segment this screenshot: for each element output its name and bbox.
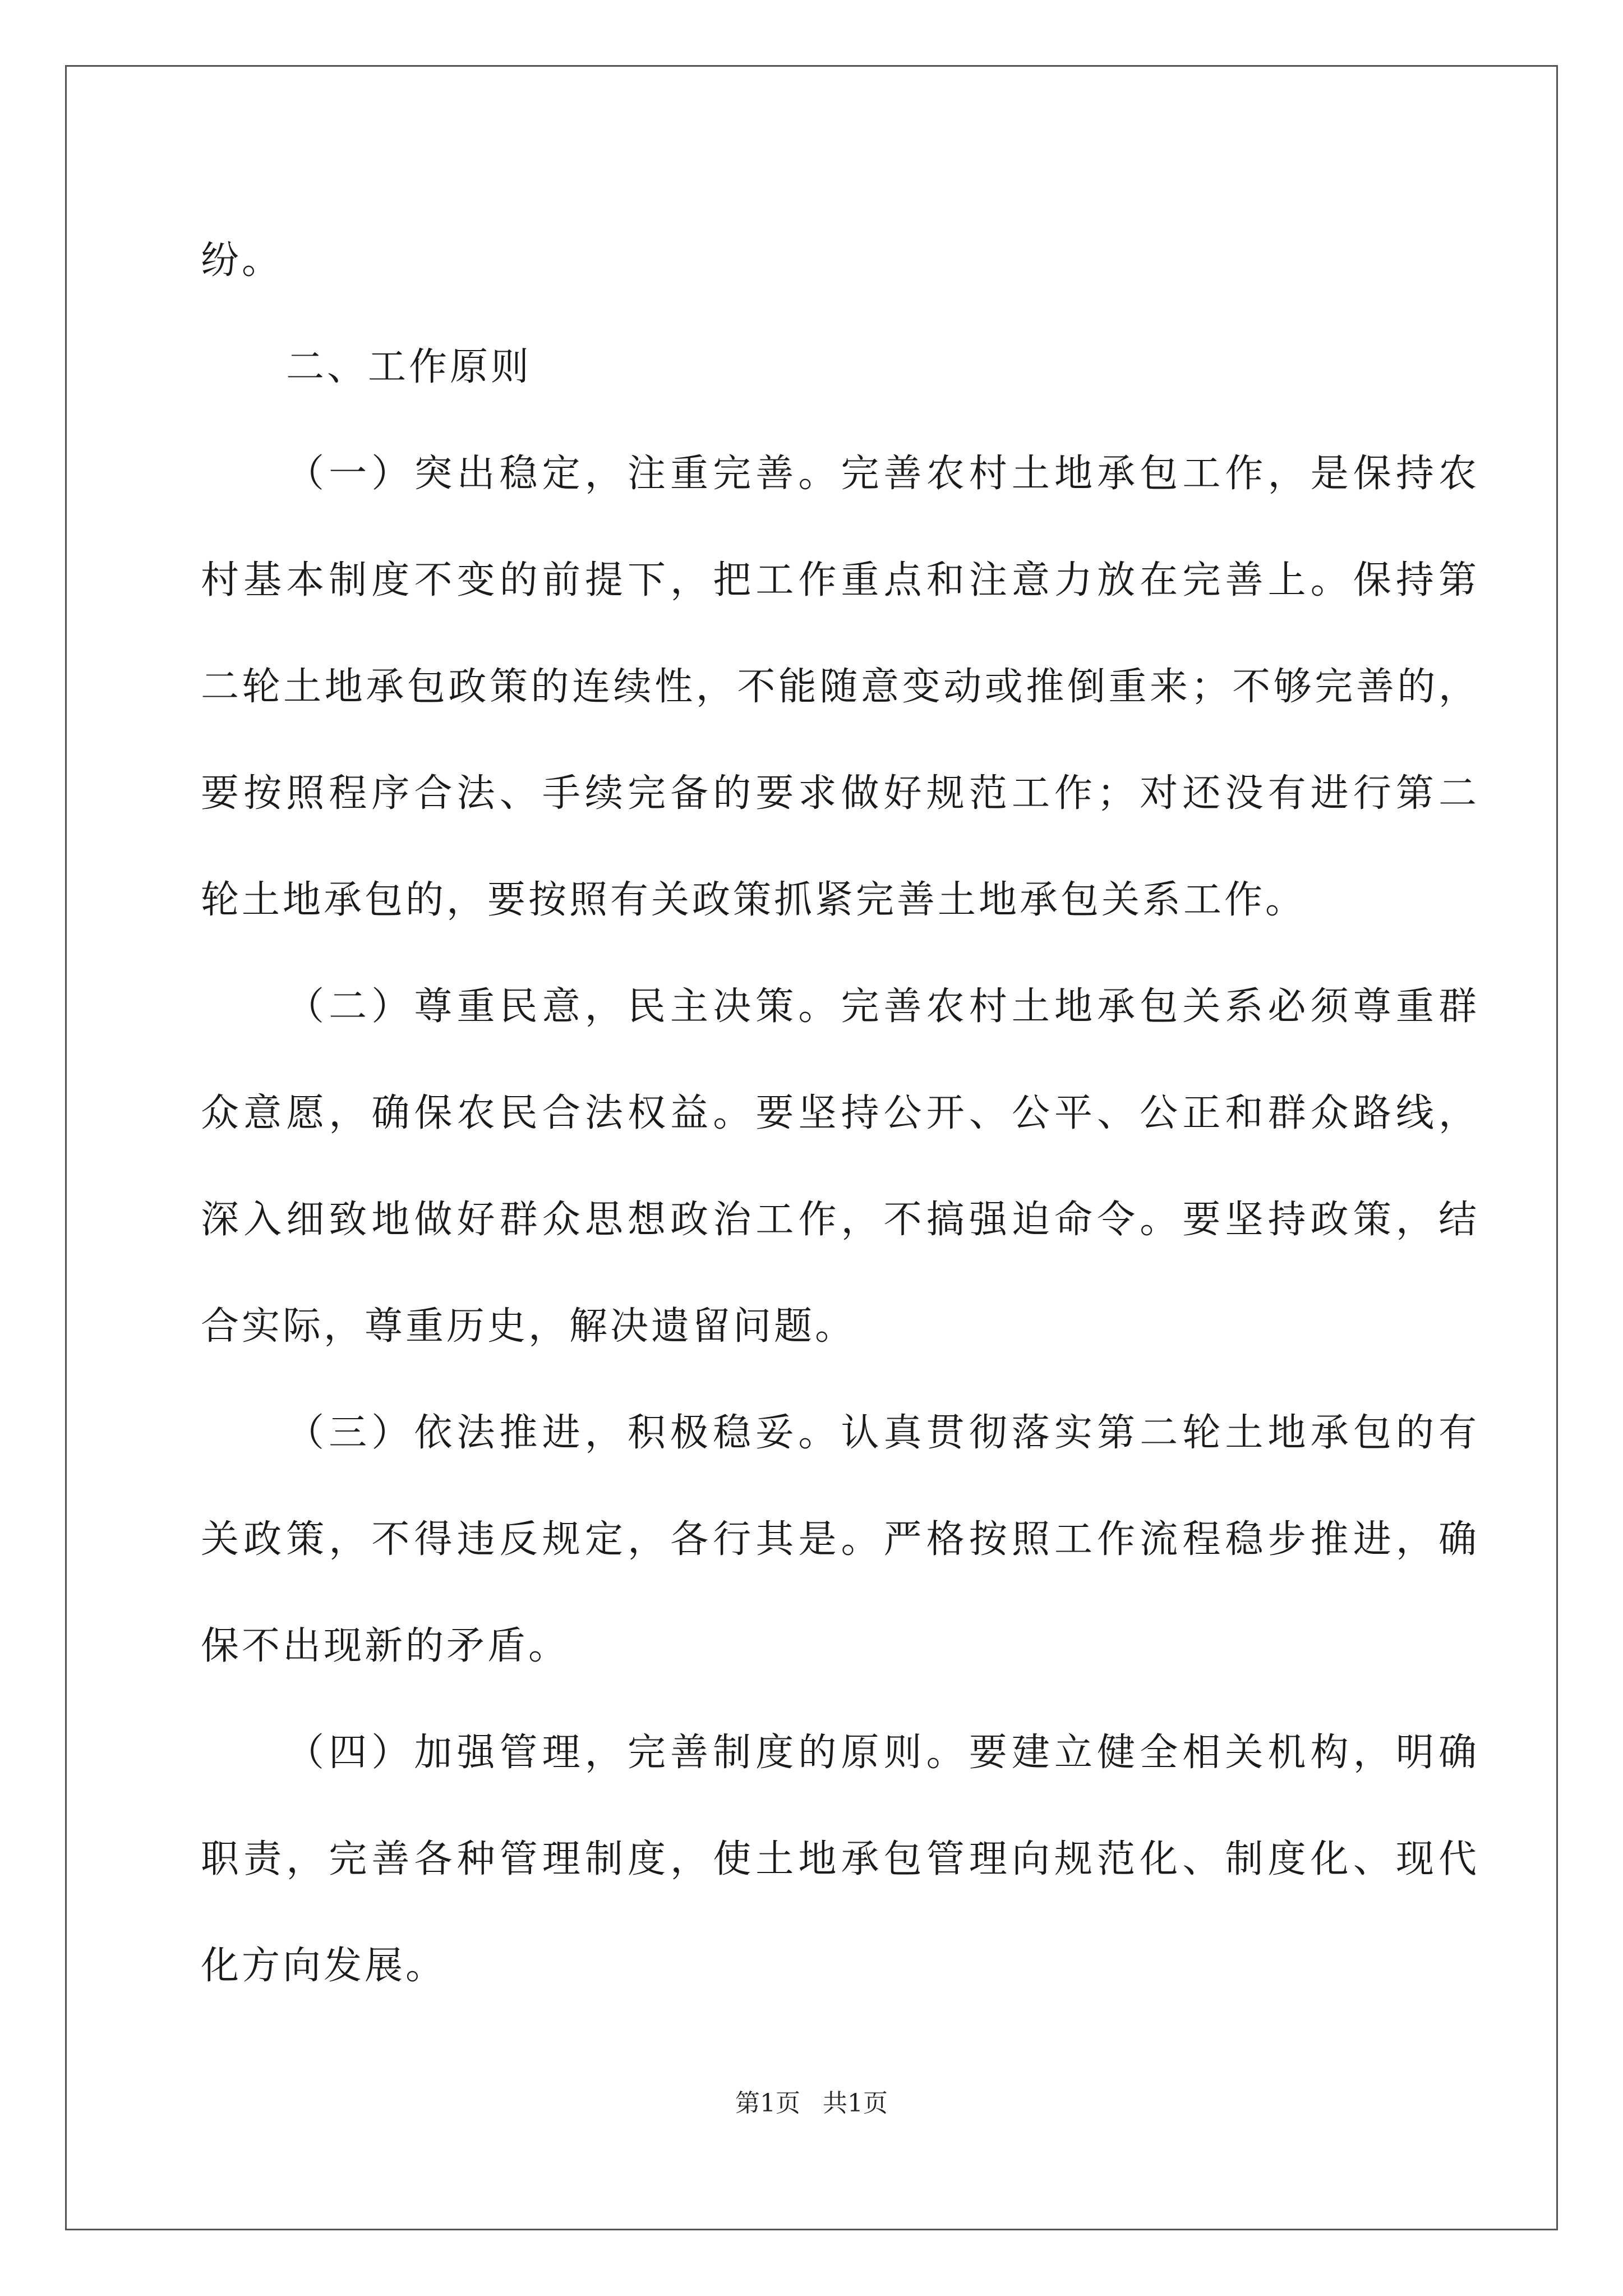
- text-line: 深入细致地做好群众思想政治工作，不搞强迫命令。要坚持政策，结: [201, 1198, 1479, 1242]
- text-line: （四）加强管理，完善制度的原则。要建立健全相关机构，明确: [286, 1731, 1479, 1775]
- text-line: 关政策，不得违反规定，各行其是。严格按照工作流程稳步推进，确: [201, 1517, 1479, 1562]
- page-footer: [0, 2087, 1623, 2120]
- text-line: 合实际，尊重历史，解决遗留问题。: [201, 1304, 856, 1349]
- text-line: （三）依法推进，积极稳妥。认真贯彻落实第二轮土地承包的有: [286, 1411, 1479, 1455]
- text-line: 职责，完善各种管理制度，使土地承包管理向规范化、制度化、现代: [201, 1837, 1479, 1881]
- text-line: 村基本制度不变的前提下，把工作重点和注意力放在完善上。保持第: [201, 558, 1479, 602]
- section-heading: 二、工作原则: [286, 345, 532, 389]
- page-total: 共1页: [823, 2089, 888, 2118]
- text-line: 要按照程序合法、手续完备的要求做好规范工作；对还没有进行第二: [201, 771, 1479, 816]
- text-line: （一）突出稳定，注重完善。完善农村土地承包工作，是保持农: [286, 452, 1479, 496]
- text-line: 保不出现新的矛盾。: [201, 1624, 570, 1668]
- document-body: [201, 208, 1479, 2019]
- text-line: 轮土地承包的，要按照有关政策抓紧完善土地承包关系工作。: [201, 878, 1307, 922]
- text-line: 纷。: [201, 238, 283, 283]
- text-line: （二）尊重民意，民主决策。完善农村土地承包关系必须尊重群: [286, 984, 1479, 1029]
- text-line: 众意愿，确保农民合法权益。要坚持公开、公平、公正和群众路线，: [201, 1091, 1479, 1135]
- text-line: 化方向发展。: [201, 1944, 447, 1988]
- text-line: 二轮土地承包政策的连续性，不能随意变动或推倒重来；不够完善的，: [201, 665, 1479, 709]
- page-number: 第1页: [735, 2089, 800, 2118]
